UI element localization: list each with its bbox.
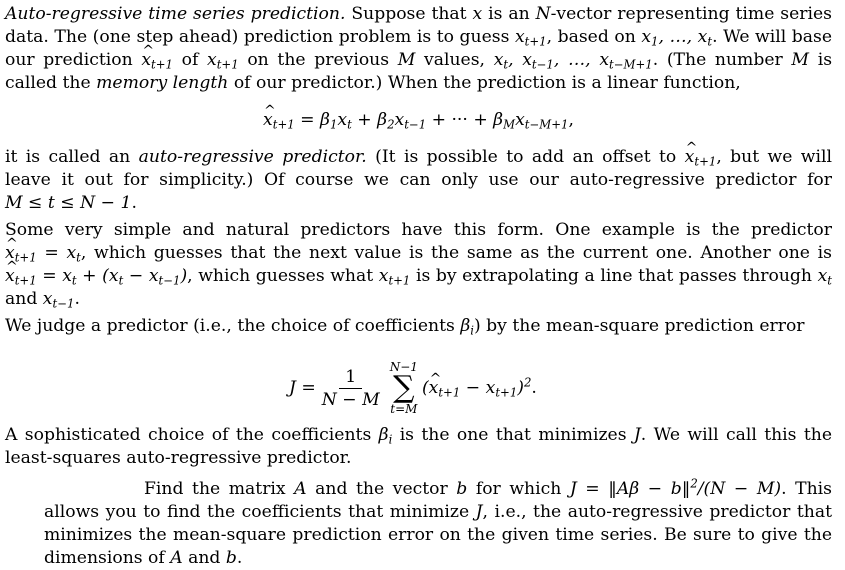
paragraph-intro: Auto-regressive time series prediction. Suppose that x is an N-vector representing time series data. The (one step ahead) prediction problem is to guess $x_{t+1}$, based on $x_1$, …, $x_t$. We will base our prediction ^ $x_{t+1}$ of $x_{t+1}$ on the previous M values, $x_t$, $x_{t-1}$, …, $x_{t-M+1}$. (The number M is called the memory length of our predictor.) When the prediction is a linear function, xyxy=(5,3,832,95)
equation-predictor: ^ $x_{t+1} = \beta_1x_t + \beta_2x_{t-1}$ + ··· + $\beta_Mx_{t-M+1}$, xyxy=(5,109,832,132)
document-page xyxy=(5,3,832,570)
memory-length-term: memory length xyxy=(96,73,229,93)
section-title: Auto-regressive time series prediction. xyxy=(5,4,346,24)
summation-sign: N−1 ∑ t=M xyxy=(389,360,418,416)
paragraph-autoregressive: it is called an auto-regressive predictor. (It is possible to add an offset to ^ $x_{t+1}$, but we will leave it out for simplicity.) Of course we can only use our auto-regressive predictor for M ≤ t ≤ N − 1. xyxy=(5,146,832,215)
equation-mse: J = $\frac{1}{N - M}$ N−1 ∑ t=M (^ $x_{t+1} - x_{t+1})^2$. xyxy=(5,346,832,418)
paragraph-simple-predictors: Some very simple and natural predictors have this form. One example is the predictor ^ $x_{t+1} = x_t$, which guesses that the next value is the same as the current one. Another one is ^ $x_{t+1} = x_t + (x_t - x_{t-1})$, which guesses what $x_{t+1}$ is by extrapolating a line that passes through $x_t$ and $x_{t-1}$. xyxy=(5,219,832,311)
paragraph-problem: Find the matrix A and the vector b for which J = ‖Aβ − b‖$^2$/(N − M). This allows you to find the coefficients that minimize J, i.e., the auto-regressive predictor that minimizes the mean-square prediction error on the given time series. Be sure to give the dimensions of A and b. xyxy=(44,476,832,568)
paragraph-least-squares: A sophisticated choice of the coefficients $\beta_i$ is the one that minimizes J. We will call this the least-squares auto-regressive predictor. xyxy=(5,425,832,468)
equation-lhs: J = xyxy=(289,377,316,398)
paragraph-judge: We judge a predictor (i.e., the choice of coefficients $\beta_i$) by the mean-square prediction error xyxy=(5,316,805,338)
auto-regressive-term: auto-regressive predictor. xyxy=(138,147,367,167)
